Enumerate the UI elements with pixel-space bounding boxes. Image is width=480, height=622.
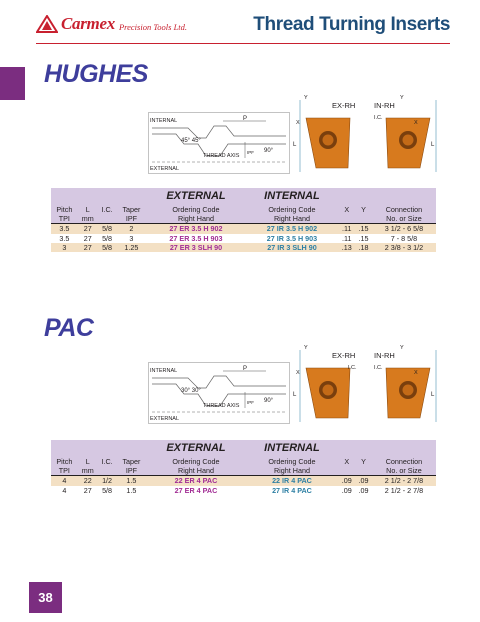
label-x-left: X: [296, 370, 300, 376]
table-row: [51, 224, 436, 234]
label-ipf: IPF: [247, 400, 255, 405]
label-y-right: Y: [400, 345, 404, 351]
brand-name: Carmex: [61, 14, 115, 33]
page-header: [0, 0, 480, 46]
cell-x: .09: [341, 476, 352, 486]
col-y: Y: [361, 457, 366, 466]
label-ic: I.C.: [374, 115, 383, 121]
label-internal: INTERNAL: [150, 118, 178, 124]
unit-connection: No. or Size: [372, 214, 436, 224]
cell-y: .15: [358, 224, 369, 234]
table-row: [51, 234, 436, 243]
label-p: P: [243, 116, 248, 122]
page-number: 38: [29, 582, 62, 613]
label-l-right: L: [431, 142, 435, 148]
cell-l: 27: [83, 242, 92, 252]
in-rh-insert: [386, 368, 430, 418]
col-int-ordering: Ordering Code: [268, 205, 316, 214]
section-title-hughes: HUGHES: [44, 60, 148, 88]
col-ext-ordering: Ordering Code: [172, 457, 220, 466]
header-external: EXTERNAL: [166, 190, 226, 202]
cell-taper: 1.5: [126, 485, 137, 495]
col-x: X: [344, 205, 350, 214]
col-l: L: [85, 457, 90, 466]
label-l-left: L: [293, 392, 297, 398]
cell-ext-code: 27 ER 4 PAC: [174, 485, 218, 495]
col-l: L: [85, 205, 90, 214]
cell-ic: 5/8: [102, 233, 113, 243]
header-internal: INTERNAL: [264, 442, 320, 454]
cell-ext-code: 27 ER 3.5 H 902: [169, 224, 223, 234]
label-ex-rh: EX-RH: [332, 351, 356, 360]
carmex-logo-icon: [36, 15, 58, 33]
table-row: [51, 476, 436, 486]
cell-pitch: 3.5: [59, 224, 70, 234]
col-pitch: Pitch: [56, 457, 73, 466]
unit-taper: IPF: [116, 466, 146, 476]
cell-l: 27: [83, 224, 92, 234]
label-angles: 45° 45°: [181, 138, 201, 144]
ex-rh-insert: [306, 118, 350, 168]
col-pitch: Pitch: [56, 205, 73, 214]
cell-connection: 2 1/2 - 2 7/8: [384, 476, 424, 486]
ext-right-hand: Right Hand: [146, 466, 245, 476]
table-row: [51, 243, 436, 252]
cell-pitch: 3.5: [59, 233, 70, 243]
cell-ext-code: 27 ER 3.5 H 903: [169, 233, 223, 243]
label-ex-rh: EX-RH: [332, 101, 356, 110]
cell-pitch: 3: [62, 242, 67, 252]
cell-taper: 1.5: [126, 476, 137, 486]
label-y-left: Y: [304, 345, 308, 351]
cell-y: .09: [358, 485, 369, 495]
cell-y: .09: [358, 476, 369, 486]
cell-pitch: 4: [62, 476, 67, 486]
int-right-hand: Right Hand: [246, 214, 339, 224]
pac-insert-drawing: [290, 340, 440, 432]
header-external: EXTERNAL: [166, 442, 226, 454]
unit-pitch: TPI: [51, 214, 78, 224]
label-ic-left: I.C.: [348, 365, 357, 371]
cell-connection: 7 - 8 5/8: [390, 233, 418, 243]
col-int-ordering: Ordering Code: [268, 457, 316, 466]
col-taper: Taper: [122, 205, 141, 214]
header-rule: [36, 43, 450, 44]
unit-connection: No. or Size: [372, 466, 436, 476]
cell-taper: 3: [129, 233, 134, 243]
ex-rh-insert: [306, 368, 350, 418]
label-external: EXTERNAL: [150, 416, 180, 422]
section-title-pac: PAC: [44, 314, 94, 342]
label-ipf: IPF: [247, 150, 255, 155]
label-y-right: Y: [400, 95, 404, 101]
cell-ext-code: 27 ER 3 SLH 90: [169, 242, 223, 252]
side-tab: [0, 67, 25, 100]
page-title: Thread Turning Inserts: [253, 14, 450, 35]
cell-l: 27: [83, 485, 92, 495]
label-thread-axis: THREAD AXIS: [203, 153, 240, 159]
cell-l: 22: [83, 476, 92, 486]
unit-l: mm: [78, 466, 98, 476]
cell-x: .13: [341, 242, 352, 252]
col-y: Y: [361, 205, 366, 214]
cell-y: .18: [358, 242, 369, 252]
cell-int-code: 27 IR 4 PAC: [272, 485, 312, 495]
ext-right-hand: Right Hand: [146, 214, 245, 224]
cell-x: .09: [341, 485, 352, 495]
col-x: X: [344, 457, 350, 466]
hughes-insert-drawing: [290, 90, 440, 182]
cell-x: .11: [342, 233, 352, 243]
label-x-right: X: [414, 370, 418, 376]
cell-y: .15: [358, 233, 369, 243]
cell-ic: 5/8: [102, 485, 113, 495]
label-l-left: L: [293, 142, 297, 148]
cell-int-code: 22 IR 4 PAC: [272, 476, 312, 486]
col-ic: I.C.: [101, 457, 113, 466]
unit-taper: IPF: [116, 214, 146, 224]
cell-connection: 2 3/8 - 3 1/2: [384, 242, 424, 252]
label-x-left: X: [296, 120, 300, 126]
cell-pitch: 4: [62, 485, 67, 495]
label-in-rh: IN-RH: [374, 351, 395, 360]
cell-int-code: 27 IR 3 SLH 90: [267, 242, 317, 252]
hughes-table: [51, 188, 436, 252]
cell-int-code: 27 IR 3.5 H 902: [266, 224, 318, 234]
col-taper: Taper: [122, 457, 141, 466]
label-internal: INTERNAL: [150, 368, 178, 374]
cell-ic: 5/8: [102, 224, 113, 234]
label-in-rh: IN-RH: [374, 101, 395, 110]
col-ext-ordering: Ordering Code: [172, 205, 220, 214]
cell-connection: 2 1/2 - 2 7/8: [384, 485, 424, 495]
table-row: [51, 486, 436, 495]
col-connection: Connection: [385, 457, 423, 466]
label-right-angle: 90°: [264, 398, 274, 404]
int-right-hand: Right Hand: [246, 466, 339, 476]
label-y-left: Y: [304, 95, 308, 101]
unit-l: mm: [78, 214, 98, 224]
pac-thread-diagram: [148, 362, 290, 424]
cell-connection: 3 1/2 - 6 5/8: [384, 224, 424, 234]
cell-l: 27: [83, 233, 92, 243]
unit-pitch: TPI: [51, 466, 78, 476]
header-internal: INTERNAL: [264, 190, 320, 202]
label-p: P: [243, 366, 248, 372]
label-right-angle: 90°: [264, 148, 274, 154]
cell-ic: 5/8: [102, 242, 113, 252]
cell-ext-code: 22 ER 4 PAC: [174, 476, 218, 486]
label-thread-axis: THREAD AXIS: [203, 403, 240, 409]
col-ic: I.C.: [101, 205, 113, 214]
pac-table: [51, 440, 436, 495]
carmex-logo: [36, 14, 187, 34]
col-connection: Connection: [385, 205, 423, 214]
hughes-thread-diagram: [148, 112, 290, 174]
brand-subtitle: Precision Tools Ltd.: [118, 21, 188, 32]
cell-x: .11: [342, 224, 352, 234]
label-external: EXTERNAL: [150, 166, 180, 172]
label-ic-right: I.C.: [374, 365, 383, 371]
cell-taper: 1.25: [124, 242, 139, 252]
cell-taper: 2: [129, 224, 134, 234]
label-l-right: L: [431, 392, 435, 398]
label-angles: 30° 30°: [181, 388, 201, 394]
cell-ic: 1/2: [102, 476, 113, 486]
in-rh-insert: [386, 118, 430, 168]
label-x-right: X: [414, 120, 418, 126]
cell-int-code: 27 IR 3.5 H 903: [266, 233, 318, 243]
